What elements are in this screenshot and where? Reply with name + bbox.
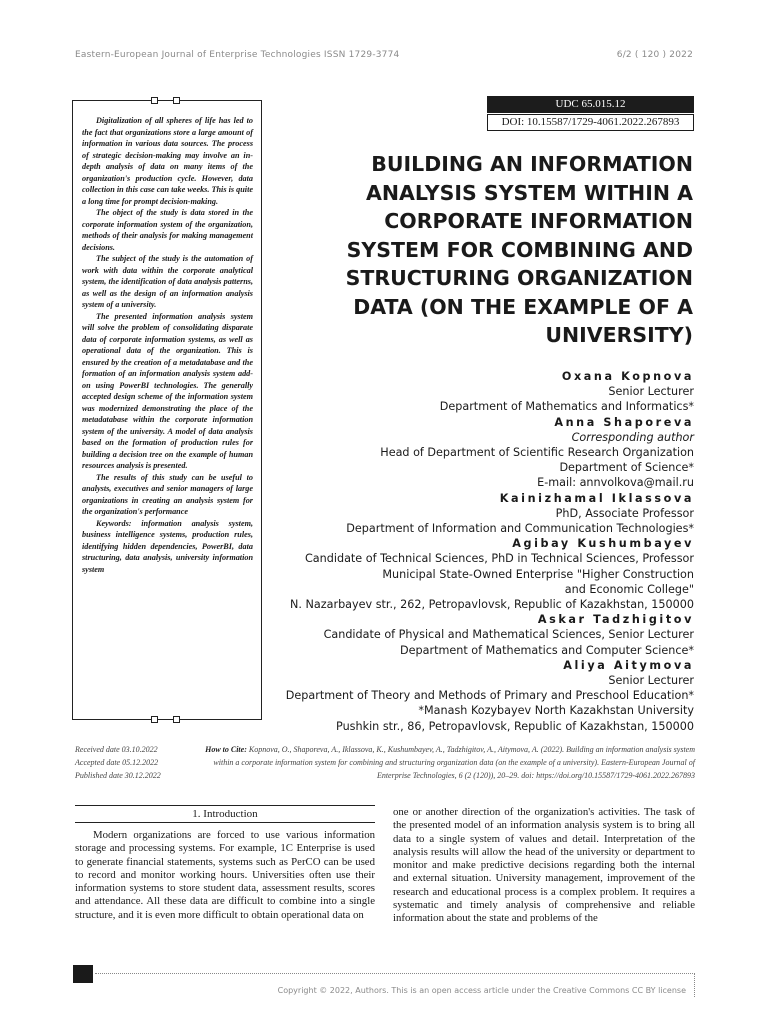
- author-department: Department of Theory and Methods of Primary and Preschool Education*: [285, 689, 694, 703]
- box-corner-marker: [173, 716, 180, 723]
- keywords: Keywords: information analysis system, business intelligence systems, production rules, identifying hidden dependencies, PowerBI, data structuring, data analysis, university information system: [82, 518, 253, 574]
- author-position: Candidate of Physical and Mathematical Sciences, Senior Lecturer: [323, 628, 694, 642]
- udc-label: UDC 65.015.12: [487, 96, 694, 113]
- author-department: Department of Mathematics and Computer Science*: [400, 643, 694, 657]
- author-position: Head of Department of Scientific Research Organization: [380, 446, 694, 460]
- institution-name: *Manash Kozybayev North Kazakhstan University: [418, 704, 694, 718]
- author-position: Senior Lecturer: [608, 674, 694, 688]
- running-header: [75, 50, 693, 60]
- received-date: Received date 03.10.2022: [75, 745, 158, 754]
- cite-text: Kopnova, O., Shaporeva, A., Iklassova, K., Kushumbayev, A., Tadzhigitov, A., Aitymova, A. (2022). Building an information analysis system within a corporate information system for combining and structuring organization data (on the example of a university). Eastern-European Journal of Enterprise Technologies, 6 (2 (120)), 20–29. doi: https://doi.org/10.15587/1729-4061.2022.267893: [213, 745, 695, 780]
- how-to-cite: [200, 743, 695, 782]
- section-heading: 1. Introduction: [75, 805, 375, 823]
- author-email[interactable]: E-mail: annvolkova@mail.ru: [537, 476, 694, 490]
- author-name: Aliya Aitymova: [563, 658, 694, 672]
- article-title: BUILDING AN INFORMATION ANALYSIS SYSTEM WITHIN A CORPORATE INFORMATION SYSTEM FOR COMBINING AND STRUCTURING ORGANIZATION DATA (ON THE EXAMPLE OF A UNIVERSITY): [345, 152, 693, 347]
- author-affiliation: and Economic College": [564, 582, 694, 596]
- page-marker: [73, 965, 93, 983]
- accepted-date: Accepted date 05.12.2022: [75, 758, 159, 767]
- author-name: Kainizhamal Iklassova: [499, 491, 694, 505]
- abstract-paragraph: The presented information analysis system will solve the problem of consolidating disparate data of corporate information systems, as well as operational data of the organization. This is ensured by the creation of a metadatabase and the formation of an information analysis system add-on using PowerBI technologies. The generally accepted design scheme of the information system was modernized demonstrating the place of the metadatabase within the corporate information system of the university. A model of data analysis based on the formation of production rules for building a decision tree on the example of human resources analysis is presented.: [82, 311, 253, 470]
- footer-rule: [95, 973, 695, 974]
- institution-address: Pushkin str., 86, Petropavlovsk, Republic of Kazakhstan, 150000: [336, 719, 694, 733]
- author-list: [280, 369, 694, 734]
- corresponding-author-label: Corresponding author: [571, 430, 694, 444]
- author-department: Department of Mathematics and Informatics*: [439, 400, 694, 414]
- author-department: Department of Science*: [559, 461, 694, 475]
- published-date: Published date 30.12.2022: [75, 771, 161, 780]
- author-name: Agibay Kushumbayev: [512, 537, 694, 551]
- issue-number: 6/2 ( 120 ) 2022: [616, 50, 693, 60]
- author-name: Oxana Kopnova: [561, 370, 694, 383]
- abstract-paragraph: The subject of the study is the automation of work with data within the corporate analytical system, the identification of data analysis patterns, as well as the design of an information analysis system of a university.: [82, 254, 253, 309]
- cite-label: How to Cite:: [205, 745, 247, 754]
- doi-label[interactable]: DOI: 10.15587/1729-4061.2022.267893: [487, 114, 694, 131]
- box-corner-marker: [173, 97, 180, 104]
- author-affiliation: Municipal State-Owned Enterprise "Higher Construction: [382, 567, 694, 581]
- body-column-left: Modern organizations are forced to use various information storage and processing systems. For example, 1C Enterprise is used to generate financial statements, systems such as PerCO can be used to record and monitor working hours. Universities often use their information systems to store student data, assessment results, scores and attendance. All these data are difficult to combine into a single structure, and it is even more difficult to obtain operational data on: [75, 829, 375, 921]
- author-name: Askar Tadzhigitov: [537, 613, 694, 627]
- abstract-box: [72, 100, 262, 720]
- author-address: N. Nazarbayev str., 262, Petropavlovsk, Republic of Kazakhstan, 150000: [290, 598, 694, 612]
- footer-rule: [694, 973, 695, 997]
- journal-issn: Eastern-European Journal of Enterprise Technologies ISSN 1729-3774: [75, 50, 400, 60]
- body-column-right: one or another direction of the organization's activities. The task of the presented model of an information analysis system is to bring all data to a single system of values and detail. Interpretation of the analysis results will allow the head of the university or department to monitor and make predictive decisions regarding both the internal and external situation. University management, improvement of the research and educational process is a complex problem. It requires a systematic and timely analysis of comprehensive and reliable information about the state and problems of the: [393, 806, 695, 925]
- author-name: Anna Shaporeva: [554, 415, 694, 429]
- abstract-paragraph: The results of this study can be useful to analysts, executives and senior managers of large organizations in creating an analysis system for the organization's performance: [82, 472, 253, 516]
- author-position: Candidate of Technical Sciences, PhD in Technical Sciences, Professor: [305, 552, 694, 566]
- box-corner-marker: [151, 97, 158, 104]
- article-dates: [75, 743, 161, 782]
- author-position: PhD, Associate Professor: [555, 506, 694, 520]
- author-position: Senior Lecturer: [608, 385, 694, 399]
- box-corner-marker: [151, 716, 158, 723]
- copyright-notice: Copyright © 2022, Authors. This is an open access article under the Creative Commons CC BY license: [277, 986, 686, 995]
- abstract-paragraph: Digitalization of all spheres of life has led to the fact that organizations store a large amount of information in various data sources. The process of strategic decision-making may involve an in-depth analysis of data on many items of the organization's production cycle. However, data collection in this case can take weeks. This is quite a long time for prompt decision-making.: [82, 116, 253, 206]
- abstract-paragraph: The object of the study is data stored in the corporate information system of the organization, methods of their analysis for making management decisions.: [82, 208, 253, 252]
- author-department: Department of Information and Communication Technologies*: [346, 522, 694, 536]
